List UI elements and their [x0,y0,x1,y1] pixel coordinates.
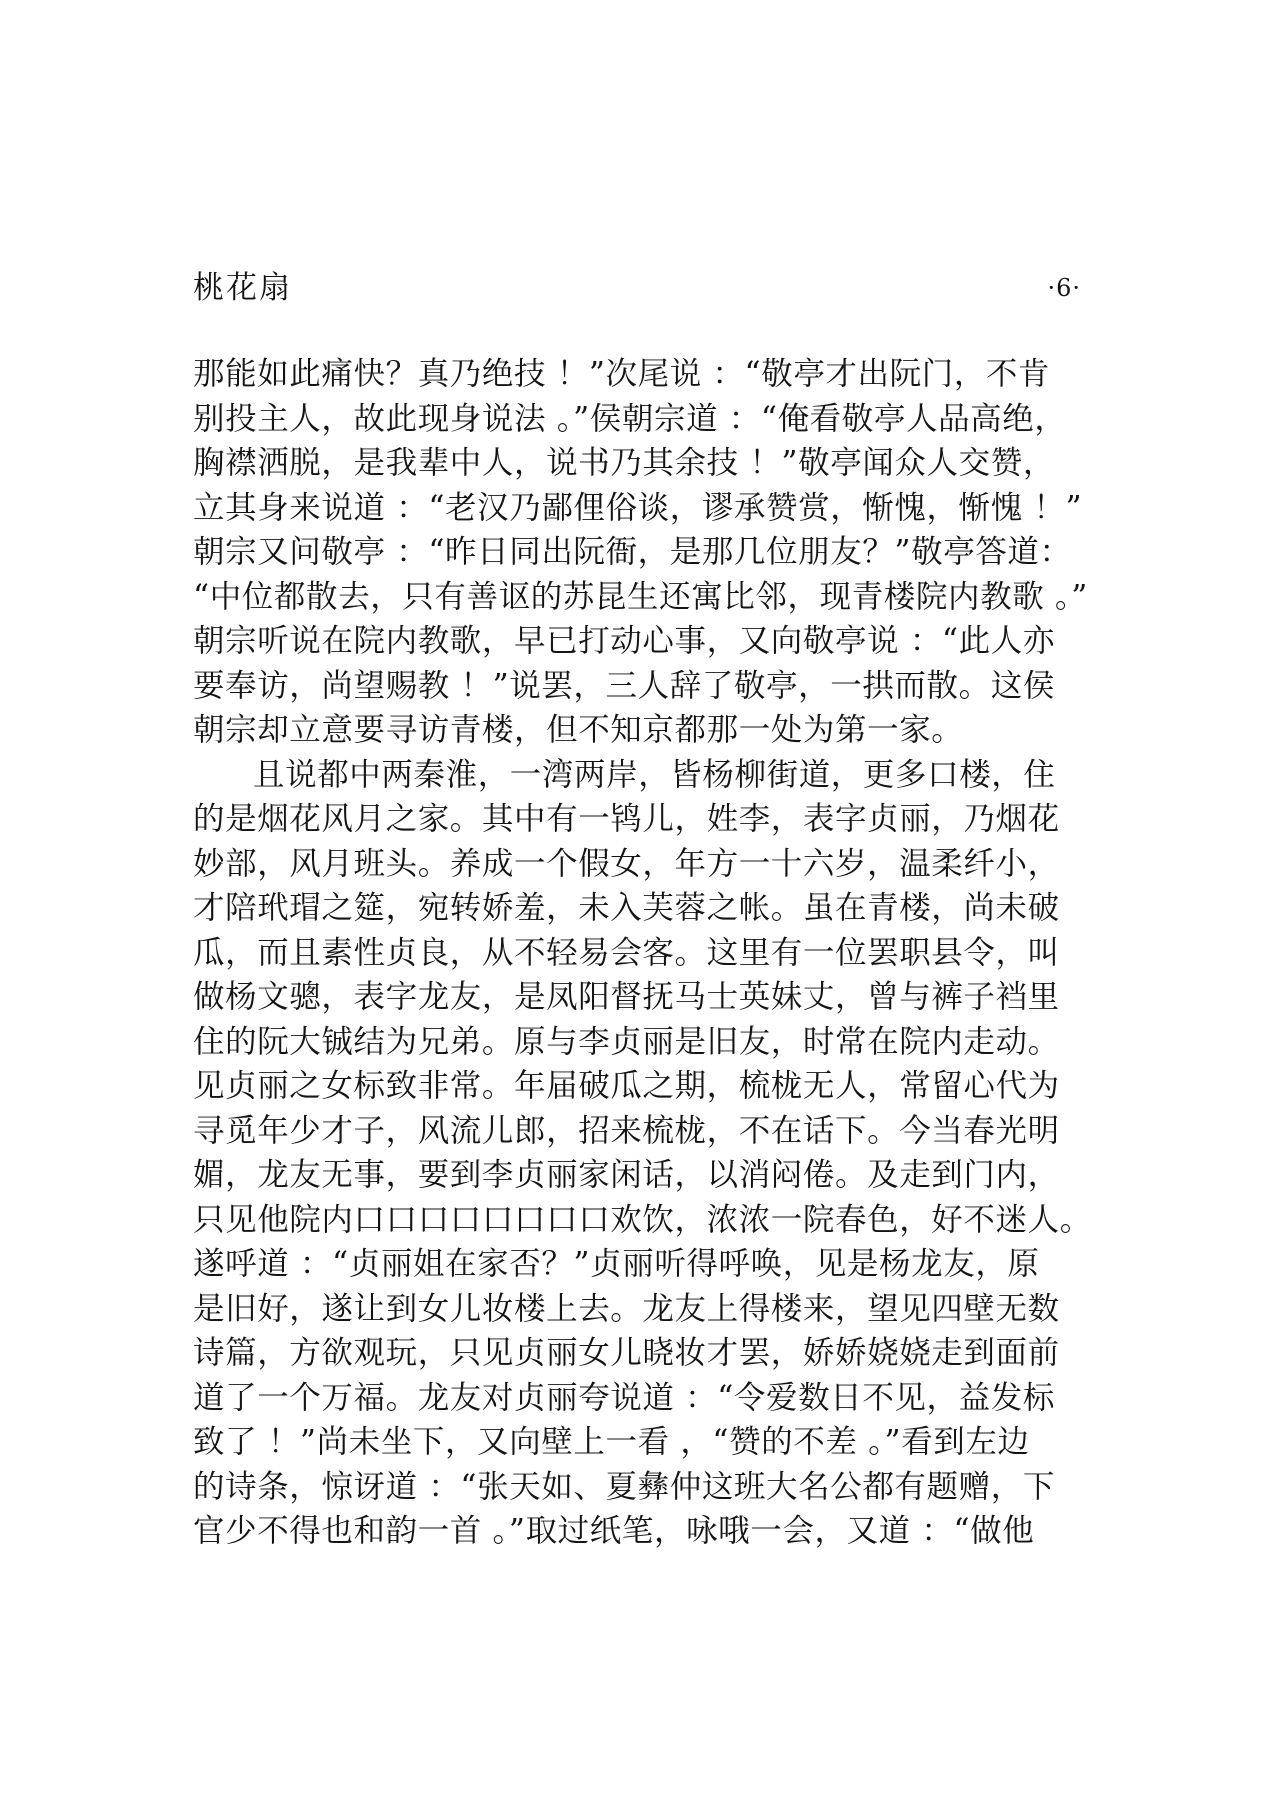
text-line: 朝宗却立意要寻访青楼，但不知京都那一处为第一家。 [193,712,964,748]
text-line: 只见他院内口口口口口口口口欢饮，浓浓一院春色，好不迷人。 [193,1201,1092,1238]
text-line: 瓜，而且素性贞良，从不轻易会客。这里有一位罢职县令，叫 [193,934,1060,971]
body-text [193,352,1113,1554]
text-line: 寻觅年少才子，风流儿郎，招来梳栊，不在话下。今当春光明 [193,1112,1060,1149]
text-line: 朝宗又问敬亭 ：“昨日同出阮衙，是那几位朋友？”敬亭答道： [193,534,1072,570]
text-line: 做杨文骢，表字龙友，是凤阳督抚马士英妹丈，曾与裤子裆里 [193,979,1060,1015]
text-line: 的诗条，惊讶道 ：“张天如、夏彝仲这班大名公都有题赠，下 [193,1468,1055,1505]
text-line: 妙部，风月班头。养成一个假女，年方一十六岁，温柔纤小， [193,845,1060,882]
text-line: 是旧好，遂让到女儿妆楼上去。龙友上得楼来，望见四壁无数 [193,1290,1060,1327]
text-line: 诗篇，方欲观玩，只见贞丽女儿晓妆才罢，娇娇娆娆走到面前 [193,1335,1060,1371]
text-line: 朝宗听说在院内教歌，早已打动心事，又向敬亭说 ：“此人亦 [193,623,1055,659]
text-line: 且说都中两秦淮，一湾两岸，皆杨柳街道，更多口楼，住 [253,756,1056,793]
text-line: 媚，龙友无事，要到李贞丽家闲话，以消闷倦。及走到门内， [193,1157,1060,1193]
text-line: 胸襟洒脱，是我辈中人，说书乃其余技 ！”敬亭闻众人交赞， [193,445,1055,481]
running-head [193,266,1081,310]
text-line: “中位都散去，只有善讴的苏昆生还寓比邻，现青楼院内教歌 。” [193,578,1088,615]
text-line: 见贞丽之女标致非常。年届破瓜之期，梳栊无人，常留心代为 [193,1068,1060,1104]
text-line: 要奉访，尚望赐教 ！”说罢，三人辞了敬亭，一拱而散。这侯 [193,667,1055,704]
text-line: 别投主人，故此现身说法 。”侯朝宗道 ：“俺看敬亭人品高绝， [193,400,1067,437]
text-line: 才陪玳瑁之筵，宛转娇羞，未入芙蓉之帐。虽在青楼，尚未破 [193,890,1060,926]
text-line: 致了 ！”尚未坐下，又向壁上一看 ，“赞的不差 。”看到左边 [193,1424,1030,1460]
text-line: 道了一个万福。龙友对贞丽夸说道 ：“令爱数日不见，益发标 [193,1379,1055,1416]
book-title: 桃花扇 [193,270,292,306]
text-line: 那能如此痛快？真乃绝技 ！”次尾说 ：“敬亭才出阮门，不肯 [193,356,1051,392]
text-line: 遂呼道 ：“贞丽姐在家否？”贞丽听得呼唤，见是杨龙友，原 [193,1246,1040,1282]
text-line: 立其身来说道 ：“老汉乃鄙俚俗谈，谬承赞赏，惭愧，惭愧 ！” [193,489,1083,526]
text-line: 住的阮大铖结为兄弟。原与李贞丽是旧友，时常在院内走动。 [193,1023,1060,1060]
page-number: ·6· [1047,274,1081,302]
text-line: 官少不得也和韵一首 。”取过纸笔，咏哦一会，又道 ：“做他 [193,1513,1035,1549]
text-line: 的是烟花风月之家。其中有一鸨儿，姓李，表字贞丽，乃烟花 [193,801,1060,837]
